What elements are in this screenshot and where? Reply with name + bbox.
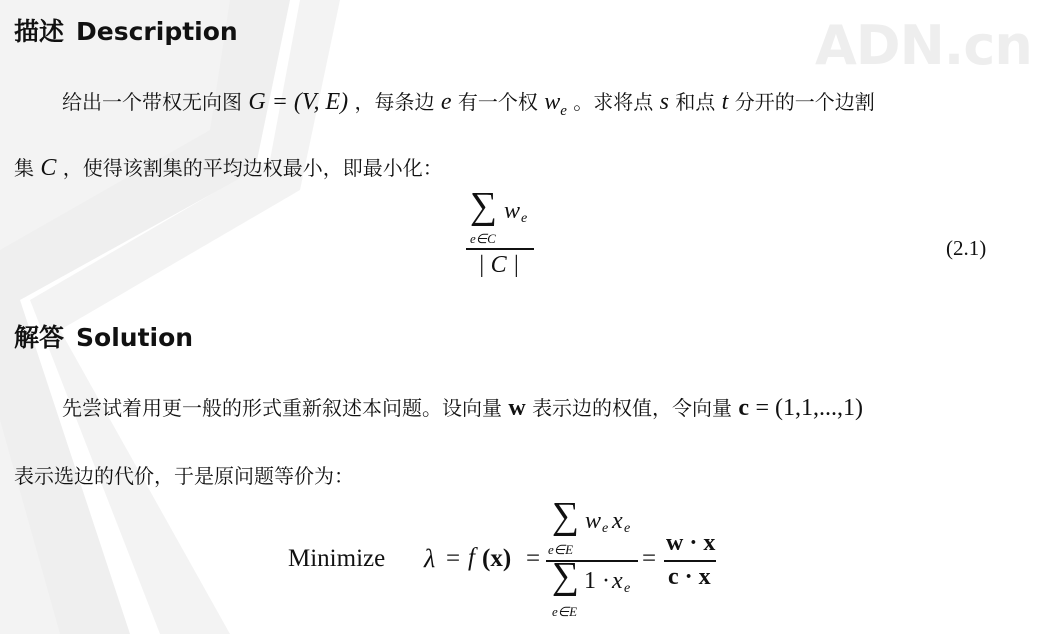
edge-variable: e	[440, 89, 452, 115]
watermark-logo	[815, 14, 1032, 78]
denominator-sum-symbol: ∑	[552, 555, 580, 597]
watermark-text: ADN.cn	[815, 14, 1032, 77]
weight-vector: w	[508, 395, 526, 421]
description-heading-en: Description	[76, 17, 238, 46]
vector-numerator: w · x	[666, 530, 716, 556]
text-fragment: 先尝试着用更一般的形式重新叙述本问题。设向量	[62, 396, 502, 420]
fraction-bar	[466, 248, 534, 250]
vector-denominator: c · x	[668, 564, 711, 590]
denominator-x-subscript: e	[624, 581, 631, 596]
weight-subscript: e	[560, 103, 567, 119]
solution-paragraph-line1	[62, 394, 863, 422]
sink-node: t	[721, 89, 729, 115]
weight-variable: w	[544, 89, 561, 115]
equals-sign: =	[446, 545, 461, 572]
fraction-bar	[664, 560, 716, 562]
text-fragment: 给出一个带权无向图	[62, 90, 242, 114]
numerator-x-subscript: e	[624, 521, 631, 536]
cost-vector: c	[738, 395, 750, 421]
text-fragment: 集	[14, 156, 34, 180]
solution-heading-en: Solution	[76, 323, 194, 352]
solution-heading	[14, 318, 193, 354]
formula-average-weight	[466, 185, 538, 285]
description-paragraph-line1	[62, 88, 875, 119]
text-fragment: 表示边的权值，令向量	[532, 396, 733, 420]
text-fragment: 分开的一个边割	[734, 90, 875, 114]
denominator-x: x	[612, 568, 623, 594]
formula-minimize	[286, 495, 726, 630]
function-f: f	[468, 544, 475, 571]
minimize-label: Minimize	[288, 545, 386, 572]
denominator-cardinality: | C |	[478, 252, 520, 278]
numerator-sum-symbol: ∑	[552, 495, 580, 537]
text-fragment: 和点	[675, 90, 716, 114]
text-fragment: 有一个权	[457, 90, 538, 114]
graph-definition: G = (V, E)	[248, 89, 349, 115]
description-paragraph-line2	[14, 154, 443, 182]
text-fragment: ，每条边	[354, 90, 435, 114]
source-node: s	[659, 89, 669, 115]
function-argument: (x)	[482, 545, 512, 572]
sum-symbol: ∑	[470, 185, 498, 227]
cut-set-variable: C	[40, 155, 57, 181]
equals-sign: =	[642, 545, 657, 572]
lambda-symbol: λ	[424, 544, 436, 573]
equals-sign: =	[526, 545, 541, 572]
solution-heading-cn: 解答	[14, 323, 65, 352]
description-heading	[14, 12, 238, 48]
text-fragment: ，使得该割集的平均边权最小，即最小化：	[62, 156, 443, 180]
numerator-weight: w	[504, 198, 521, 224]
denominator-one: 1 ·	[584, 568, 610, 594]
equation-number: (2.1)	[946, 236, 987, 260]
text-fragment: 。求将点	[573, 90, 654, 114]
cost-vector-value: = (1,1,...,1)	[755, 395, 863, 421]
numerator-sum-index: e∈E	[548, 542, 574, 557]
sum-index: e∈C	[470, 231, 496, 246]
denominator-sum-index: e∈E	[552, 604, 578, 619]
numerator-x: x	[612, 508, 623, 534]
description-heading-cn: 描述	[14, 17, 65, 46]
numerator-weight-subscript: e	[521, 211, 528, 226]
numerator-weight: w	[585, 508, 602, 534]
numerator-weight-subscript: e	[602, 521, 609, 536]
solution-paragraph-line2: 表示选边的代价，于是原问题等价为：	[14, 464, 354, 488]
